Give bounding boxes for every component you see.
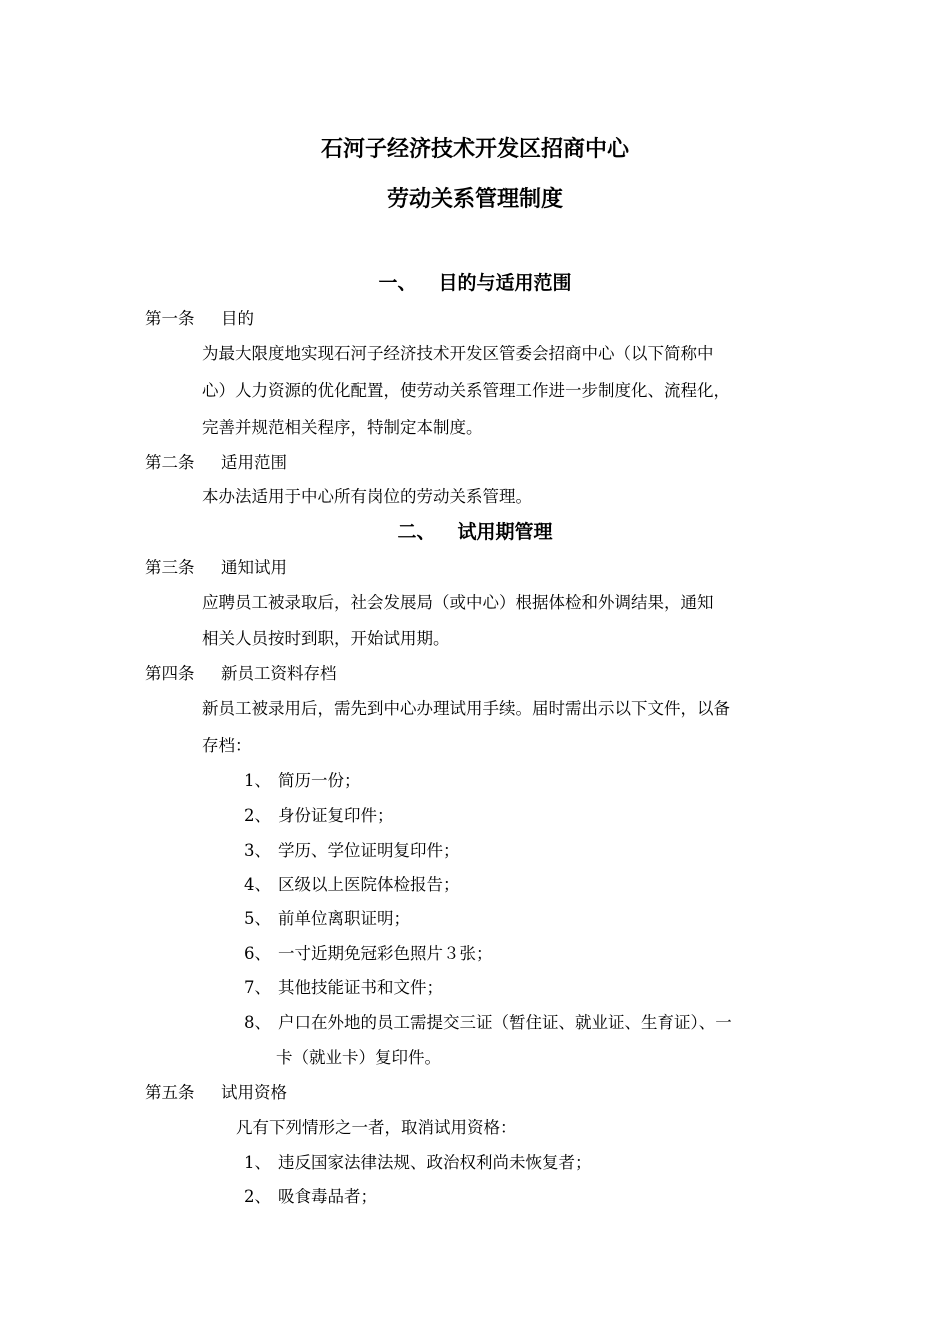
- section-number: 一、: [378, 272, 417, 294]
- article-1-heading: [145, 308, 254, 330]
- paragraph-line: 相关人员按时到职，开始试用期。: [202, 629, 450, 648]
- list-item-text: 其他技能证书和文件；: [278, 978, 443, 997]
- document-title-line1: 石河子经济技术开发区招商中心: [320, 137, 629, 162]
- list-item-text: 简历一份；: [278, 771, 361, 790]
- article-title: 新员工资料存档: [221, 664, 337, 683]
- list-item: [244, 977, 443, 999]
- list-item-text: 区级以上医院体检报告；: [278, 875, 460, 894]
- section-number: 二、: [397, 521, 436, 543]
- list-item-number: 1、: [244, 771, 271, 790]
- section-title: 目的与适用范围: [438, 272, 572, 294]
- list-item: [244, 874, 460, 896]
- paragraph-line: 完善并规范相关程序，特制定本制度。: [202, 418, 483, 437]
- list-item: [244, 805, 394, 827]
- article-title: 试用资格: [221, 1083, 287, 1102]
- article-3-heading: [145, 557, 287, 579]
- article-label: 第五条: [145, 1083, 195, 1102]
- list-item-number: 3、: [244, 841, 271, 860]
- paragraph-line: 凡有下列情形之一者，取消试用资格：: [236, 1118, 517, 1137]
- list-item-text: 违反国家法律法规、政治权利尚未恢复者；: [278, 1153, 592, 1172]
- article-label: 第三条: [145, 558, 195, 577]
- list-item-number: 7、: [244, 978, 271, 997]
- article-title: 目的: [221, 309, 254, 328]
- list-item-number: 2、: [244, 1187, 271, 1206]
- section-heading-1: [0, 270, 950, 296]
- section-title: 试用期管理: [457, 521, 553, 543]
- section-heading-2: [0, 519, 950, 545]
- list-item: [244, 840, 460, 862]
- list-item-text: 前单位离职证明；: [278, 909, 410, 928]
- paragraph-line: 心）人力资源的优化配置，使劳动关系管理工作进一步制度化、流程化，: [202, 381, 730, 400]
- list-item-text: 学历、学位证明复印件；: [278, 841, 460, 860]
- list-item-continuation: 卡（就业卡）复印件。: [276, 1048, 441, 1067]
- article-label: 第一条: [145, 309, 195, 328]
- list-item-number: 6、: [244, 944, 271, 963]
- list-item: [244, 770, 361, 792]
- list-item-number: 8、: [244, 1013, 271, 1032]
- article-2-heading: [145, 452, 287, 474]
- list-item-number: 4、: [244, 875, 271, 894]
- document-title-line2: 劳动关系管理制度: [386, 187, 563, 212]
- article-title: 通知试用: [221, 558, 287, 577]
- list-item-number: 1、: [244, 1153, 271, 1172]
- paragraph-line: 存档：: [202, 736, 252, 755]
- list-item-text: 户口在外地的员工需提交三证（暂住证、就业证、生育证）、一: [278, 1013, 732, 1032]
- paragraph-line: 应聘员工被录取后，社会发展局（或中心）根据体检和外调结果，通知: [202, 593, 714, 612]
- list-item-text: 吸食毒品者；: [278, 1187, 377, 1206]
- paragraph-line: 本办法适用于中心所有岗位的劳动关系管理。: [202, 487, 532, 506]
- list-item: [244, 908, 410, 930]
- list-item: [244, 1012, 732, 1034]
- article-5-heading: [145, 1082, 287, 1104]
- list-item-text: 一寸近期免冠彩色照片３张；: [278, 944, 493, 963]
- list-item-number: 2、: [244, 806, 271, 825]
- paragraph-line: 为最大限度地实现石河子经济技术开发区管委会招商中心（以下简称中: [202, 344, 714, 363]
- article-4-heading: [145, 663, 337, 685]
- paragraph-line: 新员工被录用后，需先到中心办理试用手续。届时需出示以下文件，以备: [202, 699, 730, 718]
- list-item-number: 5、: [244, 909, 271, 928]
- list-item: [244, 1186, 377, 1208]
- article-label: 第四条: [145, 664, 195, 683]
- article-title: 适用范围: [221, 453, 287, 472]
- article-label: 第二条: [145, 453, 195, 472]
- list-item: [244, 943, 493, 965]
- list-item: [244, 1152, 592, 1174]
- list-item-text: 身份证复印件；: [278, 806, 394, 825]
